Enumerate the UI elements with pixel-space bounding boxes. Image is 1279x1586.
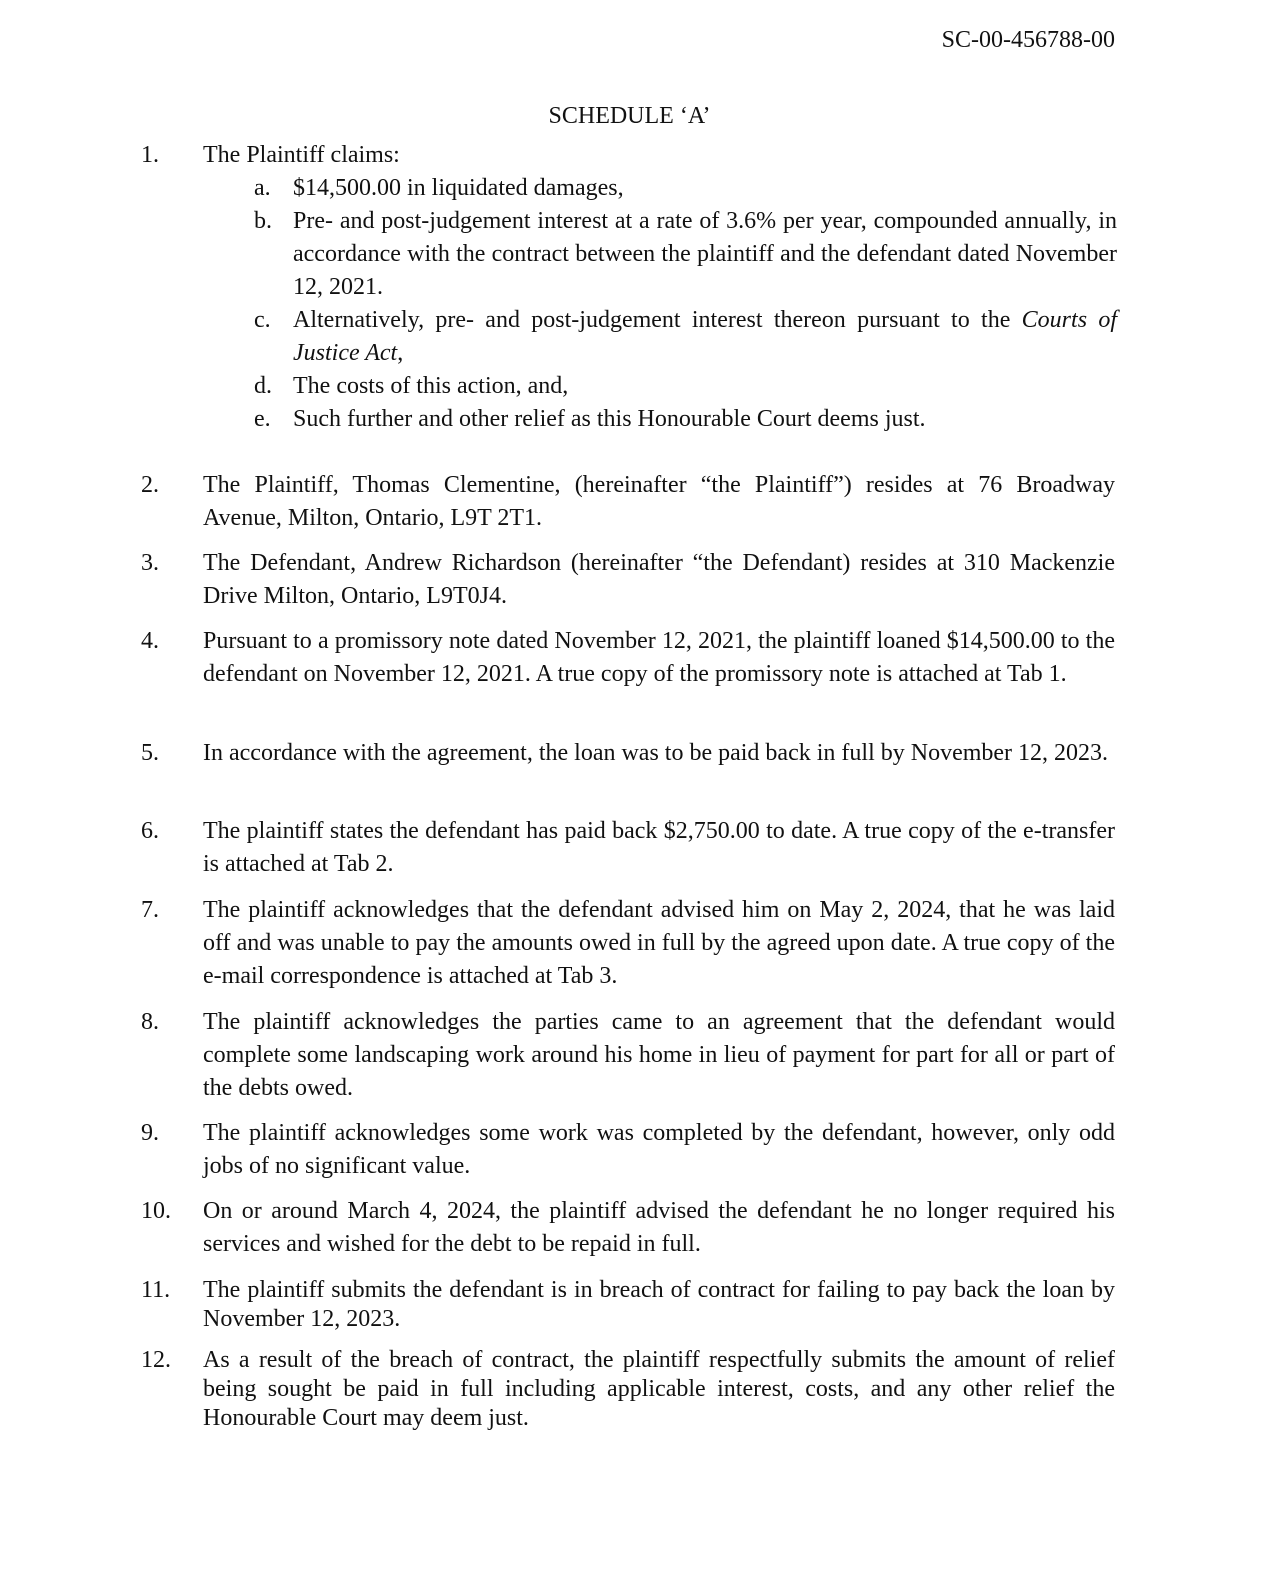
claim-item-letter: a. <box>254 175 271 201</box>
paragraph-number: 2. <box>141 472 159 498</box>
court-file-number: SC-00-456788-00 <box>941 27 1115 53</box>
paragraph-number: 8. <box>141 1009 159 1035</box>
paragraph-number: 9. <box>141 1120 159 1146</box>
paragraph-text: Pursuant to a promissory note dated November 12, 2021, the plaintiff loaned $14,500.00 to the defendant on November 12, 2021. A true copy of the promissory note is attached at Tab 1. <box>203 628 1115 687</box>
claim-item-text-after: , <box>397 340 404 366</box>
claim-item-text <box>293 304 1117 370</box>
paragraph-text: The plaintiff acknowledges some work was completed by the defendant, however, only odd jobs of no significant value. <box>203 1120 1115 1179</box>
paragraph-text: On or around March 4, 2024, the plaintiff advised the defendant he no longer required his services and wished for the debt to be repaid in full. <box>203 1198 1115 1257</box>
paragraph-text: The Plaintiff claims: <box>203 142 400 168</box>
schedule-title: SCHEDULE ‘A’ <box>548 103 711 129</box>
paragraph-number: 7. <box>141 897 159 923</box>
claim-item-letter: b. <box>254 208 272 234</box>
paragraph-number: 3. <box>141 550 159 576</box>
statute-name: Courts of Justice Act <box>293 307 1118 366</box>
paragraph-number: 5. <box>141 740 159 766</box>
paragraph-text: As a result of the breach of contract, the plaintiff respectfully submits the amount of relief being sought be paid in full including applicable interest, costs, and any other relief the Honourable Court may deem just. <box>203 1347 1115 1431</box>
paragraph-text: The Plaintiff, Thomas Clementine, (hereinafter “the Plaintiff”) resides at 76 Broadway Avenue, Milton, Ontario, L9T 2T1. <box>203 472 1115 531</box>
claim-item-text: Such further and other relief as this Honourable Court deems just. <box>293 406 926 432</box>
paragraph-text: The plaintiff states the defendant has paid back $2,750.00 to date. A true copy of the e-transfer is attached at Tab 2. <box>203 818 1115 877</box>
paragraph-number: 1. <box>141 142 159 168</box>
paragraph-number: 6. <box>141 818 159 844</box>
paragraph-text: The Defendant, Andrew Richardson (hereinafter “the Defendant) resides at 310 Mackenzie Drive Milton, Ontario, L9T0J4. <box>203 550 1115 609</box>
paragraph-text: The plaintiff acknowledges the parties came to an agreement that the defendant would complete some landscaping work around his home in lieu of payment for part for all or part of the debts owed. <box>203 1009 1115 1101</box>
paragraph-number: 10. <box>141 1198 171 1224</box>
claim-item-letter: d. <box>254 373 272 399</box>
claim-item-text: Pre- and post-judgement interest at a rate of 3.6% per year, compounded annually, in accordance with the contract between the plaintiff and the defendant dated November 12, 2021. <box>293 208 1117 300</box>
paragraph-text: The plaintiff acknowledges that the defendant advised him on May 2, 2024, that he was laid off and was unable to pay the amounts owed in full by the agreed upon date. A true copy of the e-mail correspondence is attached at Tab 3. <box>203 897 1115 989</box>
claim-item-text: $14,500.00 in liquidated damages, <box>293 175 624 201</box>
paragraph-number: 12. <box>141 1347 171 1373</box>
claim-item-letter: e. <box>254 406 271 432</box>
paragraph-text: The plaintiff submits the defendant is in breach of contract for failing to pay back the loan by November 12, 2023. <box>203 1277 1115 1332</box>
claim-item-text-before: Alternatively, pre- and post-judgement interest thereon pursuant to the <box>293 307 1022 333</box>
paragraph-number: 11. <box>141 1277 171 1303</box>
paragraph-text: In accordance with the agreement, the loan was to be paid back in full by November 12, 2023. <box>203 740 1109 766</box>
claim-item-text: The costs of this action, and, <box>293 373 569 399</box>
paragraph-number: 4. <box>141 628 159 654</box>
claim-item-letter: c. <box>254 307 271 333</box>
